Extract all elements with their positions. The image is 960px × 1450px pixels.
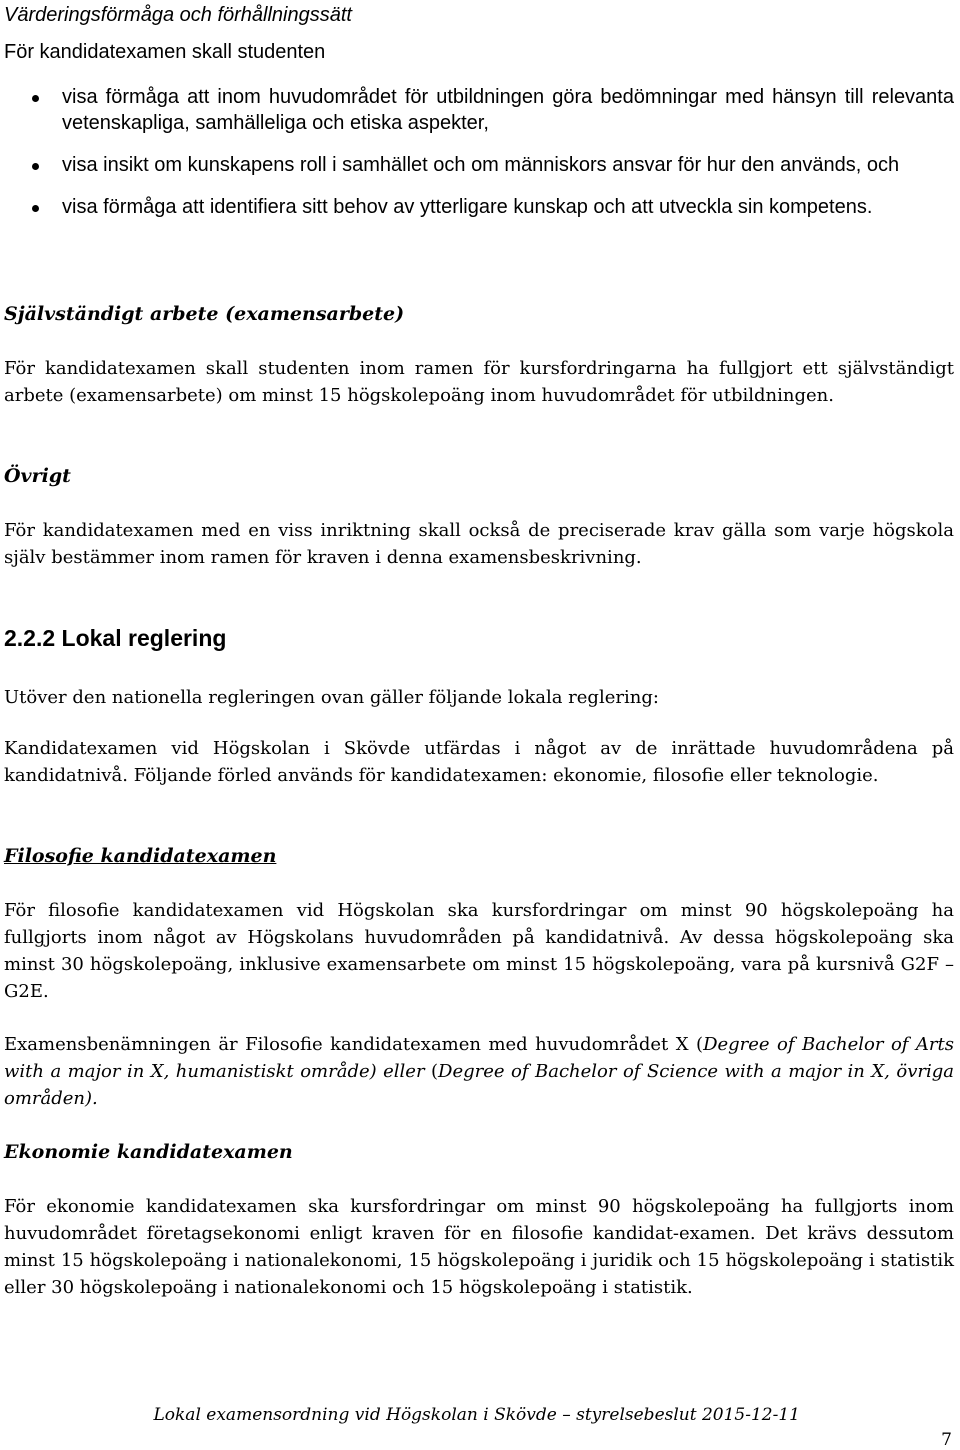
page-number: 7 [941,1430,952,1450]
paragraph-ovrigt: För kandidatexamen med en viss inriktning skall också de preciserade krav gälla som varje högskola själv bestämmer inom ramen för kraven i denna examensbeskrivning. [4,520,954,568]
list-item-text: visa insikt om kunskapens roll i samhället och om människors ansvar för hur den används, och [62,154,900,176]
list-item [0,84,954,136]
bullet-icon [32,205,39,212]
bullet-icon [32,163,39,170]
section-lead-text: För kandidatexamen skall studenten [4,41,326,63]
section-heading-ovrigt: Övrigt [4,465,71,487]
section-heading-lokal-reglering: 2.2.2 Lokal reglering [4,625,227,651]
names-text-italic-arts: Degree of Bachelor of Arts with a major in X, humanistiskt område) eller [4,1034,954,1082]
names-text-start: Examensbenämningen är Filosofie kandidatexamen med huvudområdet X ( [4,1034,704,1055]
list-item [0,194,954,220]
page-footer: Lokal examensordning vid Högskolan i Skövde – styrelsebeslut 2015-12-11 [153,1405,800,1425]
list-item-text: visa förmåga att inom huvudområdet för utbildningen göra bedömningar med hänsyn till relevanta vetenskapliga, samhälleliga och etiska aspekter, [62,86,954,134]
paragraph-kandidatexamen: Kandidatexamen vid Högskolan i Skövde utfärdas i något av de inrättade huvudområdena på kandidatnivå. Följande förled används för kandidatexamen: ekonomie, filosofie eller teknologie. [4,738,954,786]
paragraph-examensbenamning [4,1031,954,1112]
names-text-italic-science: Degree of Bachelor of Science with a major in X, övriga områden). [4,1061,954,1109]
list-item-text: visa förmåga att identifiera sitt behov av ytterligare kunskap och att utveckla sin kompetens. [62,196,873,218]
names-text-mid: ( [424,1061,439,1082]
paragraph-sjalvstandigt: För kandidatexamen skall studenten inom ramen för kursfordringarna ha fullgjort ett självständigt arbete (examensarbete) om minst 15 högskolepoäng inom huvudområdet för utbildningen. [4,358,954,406]
section-heading-vardering: Värderingsförmåga och förhållningssätt [4,4,352,26]
paragraph-filosofie: För filosofie kandidatexamen vid Högskolan ska kursfordringar om minst 90 högskolepoäng ha fullgjorts inom något av Högskolans huvudområden på kandidatnivå. Av dessa högskolepoäng ska minst 30 högskolepoäng, inklusive examensarbete om minst 15 högskolepoäng, vara på kursnivå G2F – G2E. [4,900,954,1002]
section-heading-ekonomie: Ekonomie kandidatexamen [4,1141,293,1163]
bullet-icon [32,95,39,102]
section-heading-sjalvstandigt: Självständigt arbete (examensarbete) [4,303,405,325]
paragraph-lokal-intro: Utöver den nationella regleringen ovan gäller följande lokala reglering: [4,687,659,708]
section-heading-filosofie: Filosofie kandidatexamen [4,845,277,867]
objectives-list [0,84,954,220]
list-item [0,152,954,178]
paragraph-ekonomie: För ekonomie kandidatexamen ska kursfordringar om minst 90 högskolepoäng ha fullgjorts inom huvudområdet företagsekonomi enligt kraven för en filosofie kandidat-examen. Det krävs dessutom minst 15 högskolepoäng i nationalekonomi, 15 högskolepoäng i juridik och 15 högskolepoäng i statistik eller 30 högskolepoäng i nationalekonomi och 15 högskolepoäng i statistik. [4,1196,954,1298]
